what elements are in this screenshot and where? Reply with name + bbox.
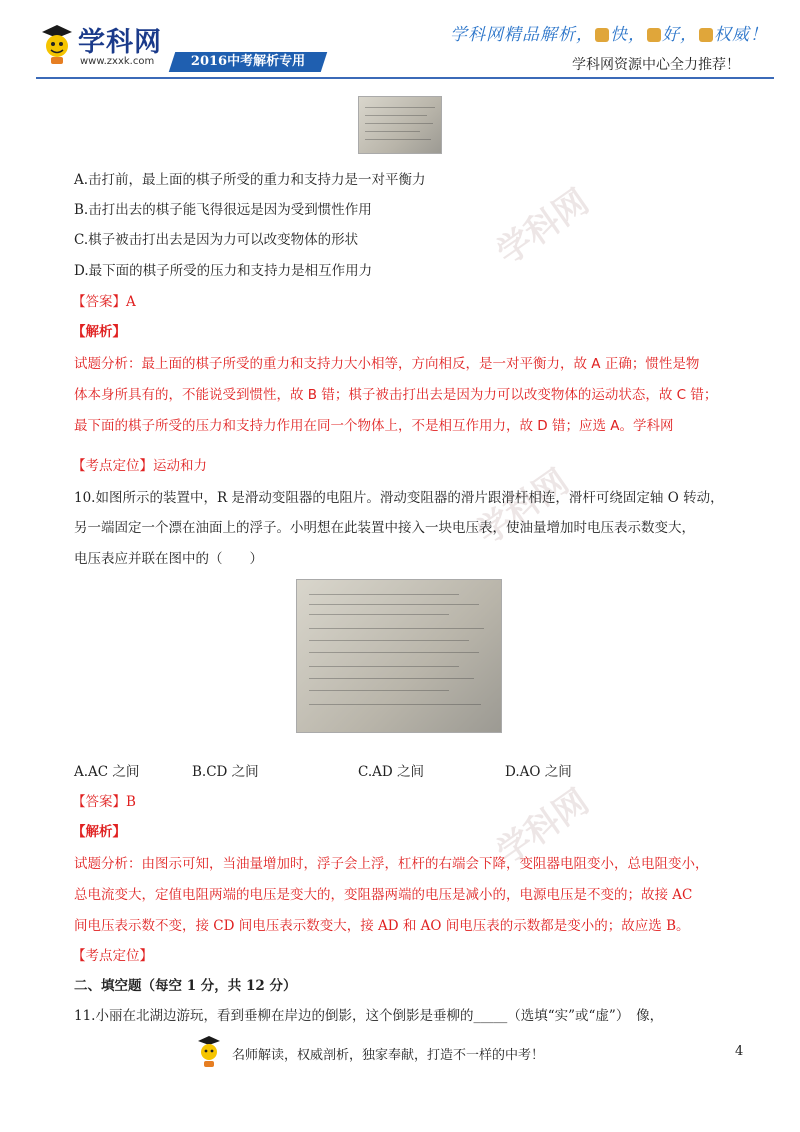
watermark-logo: 学科网 <box>489 181 597 274</box>
slogan-part: 好， <box>662 25 698 45</box>
question-photo <box>296 579 502 733</box>
kaodian-label: 【考点定位】 <box>72 458 153 474</box>
analysis-label: 【解析】 <box>72 324 126 340</box>
logo-text[interactable]: 学科网 <box>78 27 162 58</box>
option-a: A.击打前，最上面的棋子所受的重力和支持力是一对平衡力 <box>74 172 426 188</box>
thumbs-up-icon <box>647 28 661 42</box>
thumbs-up-icon <box>699 28 713 42</box>
kaodian-label: 【考点定位】 <box>72 948 153 964</box>
question-stem: 10.如图所示的装置中，R 是滑动变阻器的电阻片。滑动变阻器的滑片跟滑杆相连，滑杆可绕固定轴 O 转动， <box>74 490 724 506</box>
analysis-label: 【解析】 <box>72 824 126 840</box>
explanation-line: 最下面的棋子所受的压力和支持力作用在同一个物体上，不是相互作用力，故 D 错；应选 A。学科网 <box>74 418 674 434</box>
page-number: 4 <box>735 1044 744 1059</box>
thumbs-up-icon <box>595 28 609 42</box>
question-stem: 另一端固定一个漂在油面上的浮子。小明想在此装置中接入一块电压表，使油量增加时电压表示数变大， <box>74 520 695 536</box>
header-divider <box>36 77 774 79</box>
option-c: C.棋子被击打出去是因为力可以改变物体的形状 <box>74 232 359 248</box>
explanation-line: 体本身所具有的，不能说受到惯性，故 B 错；棋子被击打出去是因为力可以改变物体的运动状态，故 C 错； <box>74 387 718 403</box>
slogan <box>450 20 768 45</box>
option-d: D.最下面的棋子所受的压力和支持力是相互作用力 <box>74 263 373 279</box>
question-stem: 电压表应并联在图中的（ ） <box>74 551 263 567</box>
answer-label: 【答案】B <box>72 794 136 810</box>
explanation-line: 试题分析：由图示可知，当油量增加时，浮子会上浮，杠杆的右端会下降，变阻器电阻变小，总电阻变小， <box>74 856 709 872</box>
slogan-part: 快， <box>610 25 646 45</box>
explanation-line: 试题分析：最上面的棋子所受的重力和支持力大小相等，方向相反，是一对平衡力，故 A 正确；惯性是物 <box>74 356 700 372</box>
recommend-text: 学科网资源中心全力推荐！ <box>572 57 740 73</box>
answer-label: 【答案】A <box>72 294 136 310</box>
banner-label: 2016中考解析专用 <box>190 54 306 69</box>
option-a: A.AC 之间 <box>74 764 140 780</box>
logo-url[interactable]: www.zxxk.com <box>80 56 155 67</box>
option-c: C.AD 之间 <box>358 764 425 780</box>
kaodian <box>72 456 207 476</box>
logo-mascot-icon <box>38 22 76 66</box>
explanation-line: 间电压表示数不变，接 CD 间电压表示数变大，接 AD 和 AO 间电压表的示数都是变小的；故应选 B。 <box>74 918 690 934</box>
banner-badge <box>169 52 327 72</box>
footer-slogan: 名师解读，权威剖析，独家奉献，打造不一样的中考！ <box>232 1048 545 1063</box>
slogan-part: 权威！ <box>714 25 768 45</box>
section-title: 二、填空题（每空 1 分，共 12 分） <box>74 978 297 994</box>
kaodian-value: 运动和力 <box>153 458 207 474</box>
option-b: B.击打出去的棋子能飞得很远是因为受到惯性作用 <box>74 202 372 218</box>
option-d: D.AO 之间 <box>505 764 572 780</box>
question-stem: 11.小丽在北湖边游玩，看到垂柳在岸边的倒影，这个倒影是垂柳的_____（选填“实”或“虚”） 像， <box>74 1008 664 1024</box>
watermark-logo: 学科网 <box>469 461 577 554</box>
explanation-line: 总电流变大，定值电阻两端的电压是变大的，变阻器两端的电压是减小的，电源电压是不变的；故接 AC <box>74 887 693 903</box>
option-b: B.CD 之间 <box>192 764 259 780</box>
question-photo <box>358 96 442 154</box>
slogan-part: 学科网精品解析， <box>450 25 594 45</box>
footer-mascot-icon <box>196 1034 222 1068</box>
watermark-logo: 学科网 <box>489 781 597 874</box>
